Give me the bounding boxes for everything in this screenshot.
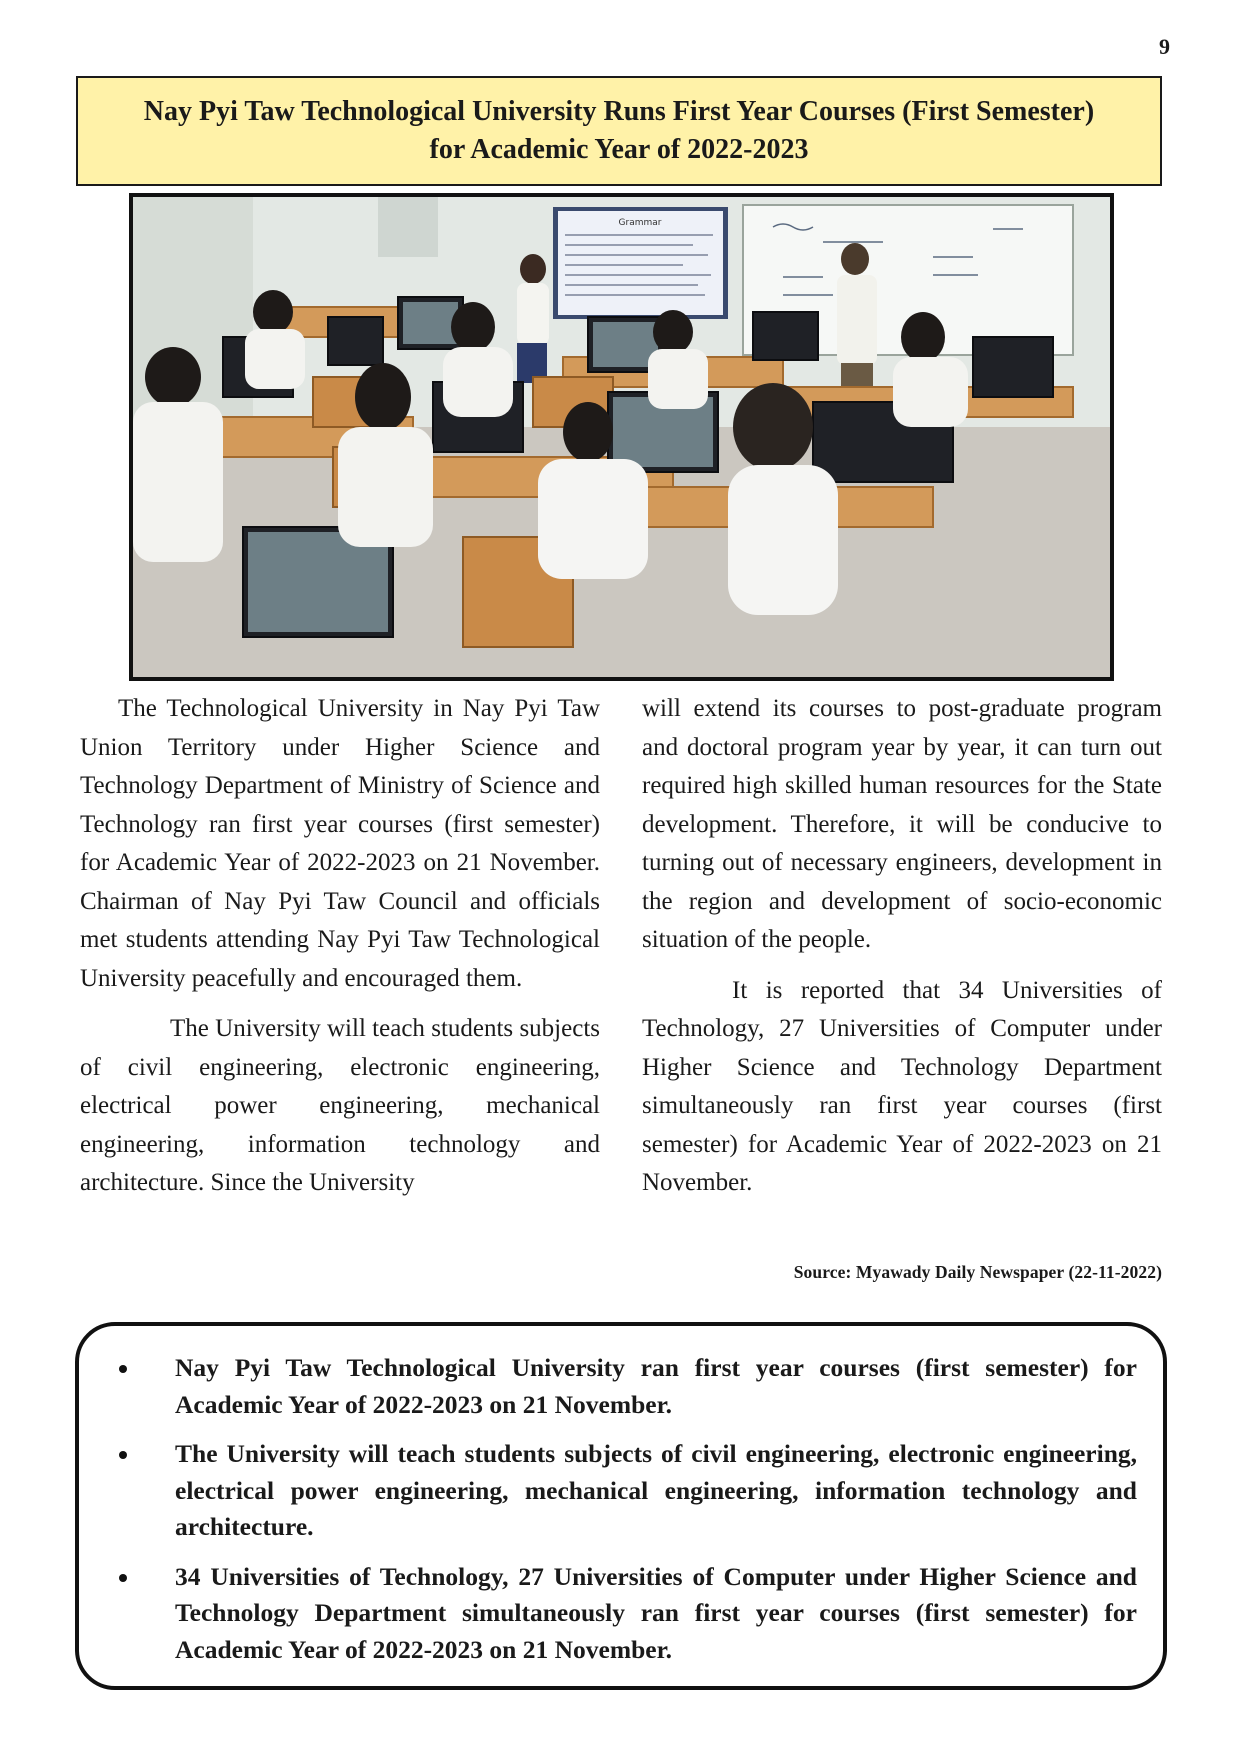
summary-list: [119, 1350, 1137, 1668]
classroom-photo: [129, 193, 1114, 681]
summary-item: [119, 1559, 1137, 1669]
article-paragraph: The Technological University in Nay Pyi Taw Union Territory under Higher Science and Technology Department of Ministry of Science and Technology ran first year courses (first semester) for Academic Year of 2022-2023 on 21 November. Chairman of Nay Pyi Taw Council and officials met students attending Nay Pyi Taw Technological University peacefully and encouraged them.: [80, 695, 600, 992]
headline-line-1: Nay Pyi Taw Technological University Runs First Year Courses (First Semester): [143, 96, 1095, 127]
summary-item: [119, 1436, 1137, 1546]
summary-box: [75, 1322, 1167, 1690]
source-credit: Source: Myawady Daily Newspaper (22-11-2022): [793, 1262, 1162, 1282]
slide-heading: Grammar: [618, 218, 662, 228]
headline-box: [76, 76, 1162, 186]
summary-item-text: Nay Pyi Taw Technological University ran first year courses (first semester) for Academic Year of 2022-2023 on 21 November.: [175, 1353, 1137, 1419]
summary-item-text: 34 Universities of Technology, 27 Universities of Computer under Higher Science and Technology Department simultaneously ran first year courses (first semester) for Academic Year of 2022-2023 on 21 November.: [175, 1561, 1137, 1664]
page-number: 9: [1159, 34, 1170, 59]
summary-item: [119, 1350, 1137, 1423]
bullet-icon: [119, 1451, 127, 1459]
article-paragraph: The University will teach students subjects of civil engineering, electronic engineering, electrical power engineering, mechanical engineering, information technology and architecture. Since the University: [80, 1015, 600, 1196]
bullet-icon: [119, 1365, 127, 1373]
article-column-right: [642, 690, 1162, 1203]
article-paragraph: It is reported that 34 Universities of Technology, 27 Universities of Computer under Higher Science and Technology Department simultaneously ran first year courses (first semester) for Academic Year of 2022-2023 on 21 November.: [642, 976, 1162, 1196]
summary-item-text: The University will teach students subjects of civil engineering, electronic engineering, electrical power engineering, mechanical engineering, information technology and architecture.: [175, 1439, 1137, 1541]
article-column-left: [80, 690, 600, 1203]
article-paragraph: will extend its courses to post-graduate program and doctoral program year by year, it can turn out required high skilled human resources for the State development. Therefore, it will be conducive to turning out of necessary engineers, development in the region and development of socio-economic situation of the people.: [642, 695, 1162, 953]
classroom-illustration: [133, 197, 1110, 677]
bullet-icon: [119, 1574, 127, 1582]
headline-line-2: for Academic Year of 2022-2023: [429, 134, 809, 165]
